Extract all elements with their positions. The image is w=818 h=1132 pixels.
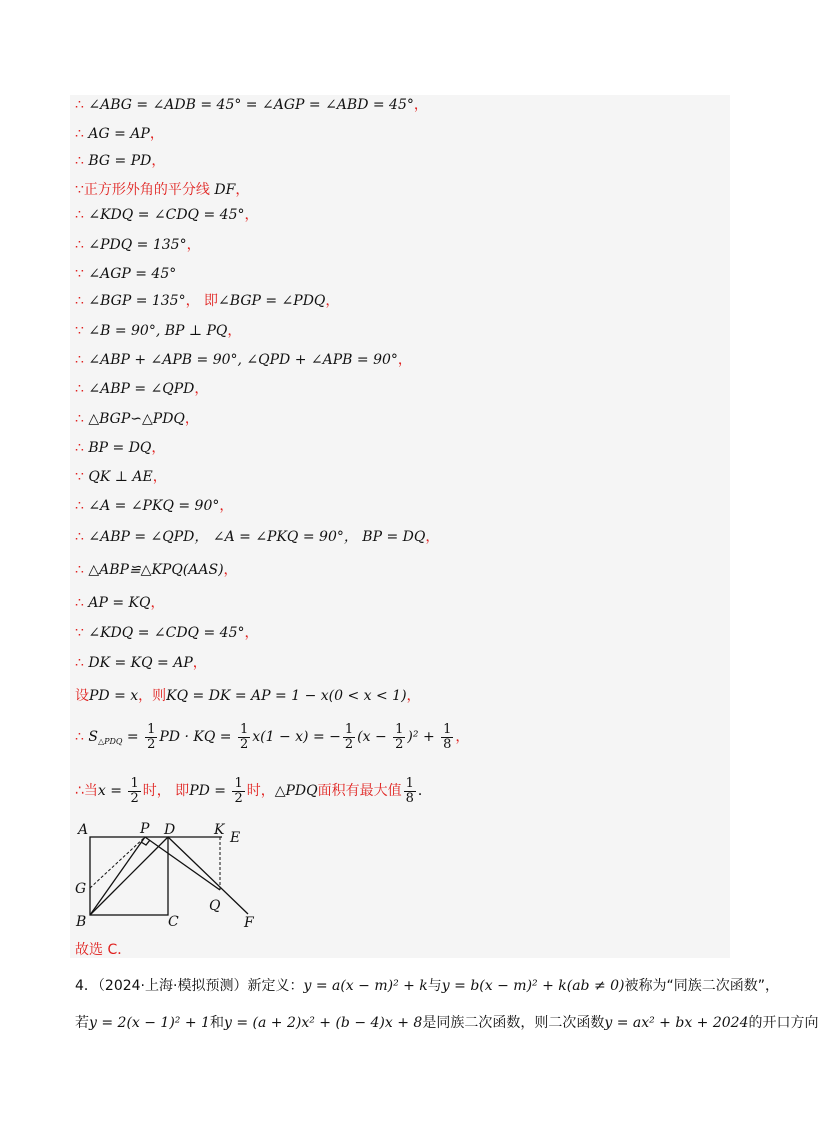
- fraction: $\frac{1}{2}$: [344, 721, 354, 752]
- solution-step: ∴ ∠KDQ = ∠CDQ = 45°，: [75, 207, 259, 223]
- label-e: E: [230, 830, 241, 846]
- solution-step: ∴ ∠ABP + ∠APB = 90°, ∠QPD + ∠APB = 90°，: [75, 352, 412, 368]
- line-pq: [145, 837, 220, 890]
- solution-step: ∴ AG = AP，: [75, 126, 164, 142]
- label-f: F: [244, 915, 254, 931]
- label-b: B: [76, 914, 87, 930]
- question-4-line-2: 若y = 2(x − 1)² + 1和y = (a + 2)x² + (b − 4)x + 8是同族二次函数，则二次函数y = ax² + bx + 2024的开口方向: [75, 1015, 818, 1031]
- fraction: $\frac{1}{2}$: [130, 775, 139, 806]
- question-4-line-1: 4．（2024·上海·模拟预测）新定义：y = a(x − m)² + k与y = b(x − m)² + k(ab ≠ 0)被称为“同族二次函数”，: [75, 978, 780, 994]
- solution-step: ∵ QK ⊥ AE，: [75, 469, 167, 485]
- solution-step: ∵ ∠B = 90°, BP ⊥ PQ，: [75, 323, 242, 339]
- solution-step: ∴ DK = KQ = AP，: [75, 655, 207, 671]
- fraction: $\frac{1}{8}$: [443, 721, 452, 752]
- line-bd: [90, 837, 168, 915]
- solution-step: ∴ AP = KQ，: [75, 595, 165, 611]
- geometry-figure: [70, 820, 270, 935]
- line-gp: [90, 837, 145, 888]
- label-d: D: [164, 822, 176, 838]
- label-c: C: [168, 914, 179, 930]
- solution-step: ∴ ∠BGP = 135°， 即∠BGP = ∠PDQ，: [75, 293, 340, 309]
- solution-step: ∵ ∠AGP = 45°: [75, 266, 177, 282]
- conclusion-line: ∴当x = $\frac{1}{2}$ 时， 即PD = $\frac{1}{2}$ 时，△PDQ面积有最大值 $\frac{1}{8}$ ．: [75, 775, 432, 806]
- fraction: $\frac{1}{2}$: [147, 721, 156, 752]
- solution-step: ∴ ∠ABP = ∠QPD，: [75, 381, 209, 397]
- solution-step: ∴ BG = PD，: [75, 153, 166, 169]
- label-k: K: [214, 822, 225, 838]
- solution-step: ∴ ∠PDQ = 135°，: [75, 237, 201, 253]
- set-variable-line: 设PD = x，则KQ = DK = AP = 1 − x(0 < x < 1)，: [75, 688, 421, 704]
- solution-step: ∵ ∠KDQ = ∠CDQ = 45°，: [75, 625, 259, 641]
- label-q: Q: [209, 898, 221, 914]
- fraction: $\frac{1}{2}$: [234, 775, 243, 806]
- line-df: [168, 837, 248, 914]
- solution-step: ∴ BP = DQ，: [75, 440, 166, 456]
- solution-step: ∴ ∠A = ∠PKQ = 90°，: [75, 498, 234, 514]
- solution-step: ∵正方形外角的平分线 DF，: [75, 182, 250, 198]
- label-p: P: [140, 821, 150, 837]
- solution-step: ∴ △BGP∽△PDQ，: [75, 411, 199, 427]
- fraction: $\frac{1}{8}$: [405, 775, 414, 806]
- fraction: $\frac{1}{2}$: [395, 721, 404, 752]
- solution-step: ∴ ∠ABP = ∠QPD， ∠A = ∠PKQ = 90°， BP = DQ，: [75, 529, 440, 545]
- label-a: A: [78, 822, 89, 838]
- label-g: G: [75, 881, 87, 897]
- solution-step: ∴ △ABP≌△KPQ(AAS)，: [75, 562, 238, 578]
- solution-step: ∴ ∠ABG = ∠ADB = 45° = ∠AGP = ∠ABD = 45°，: [75, 97, 428, 113]
- area-expression-line: ∴ $S_{\triangle PDQ}$ = $\frac{1}{2}$ PD · KQ = $\frac{1}{2}$ x(1 − x) = − $\frac{1}{2}$ (x − $\frac{1}{2}$ )² + $\frac{1}{8}$ ，: [75, 721, 470, 752]
- fraction: $\frac{1}{2}$: [239, 721, 249, 752]
- answer-line: 故选 C．: [75, 942, 132, 958]
- line-bp: [90, 837, 145, 915]
